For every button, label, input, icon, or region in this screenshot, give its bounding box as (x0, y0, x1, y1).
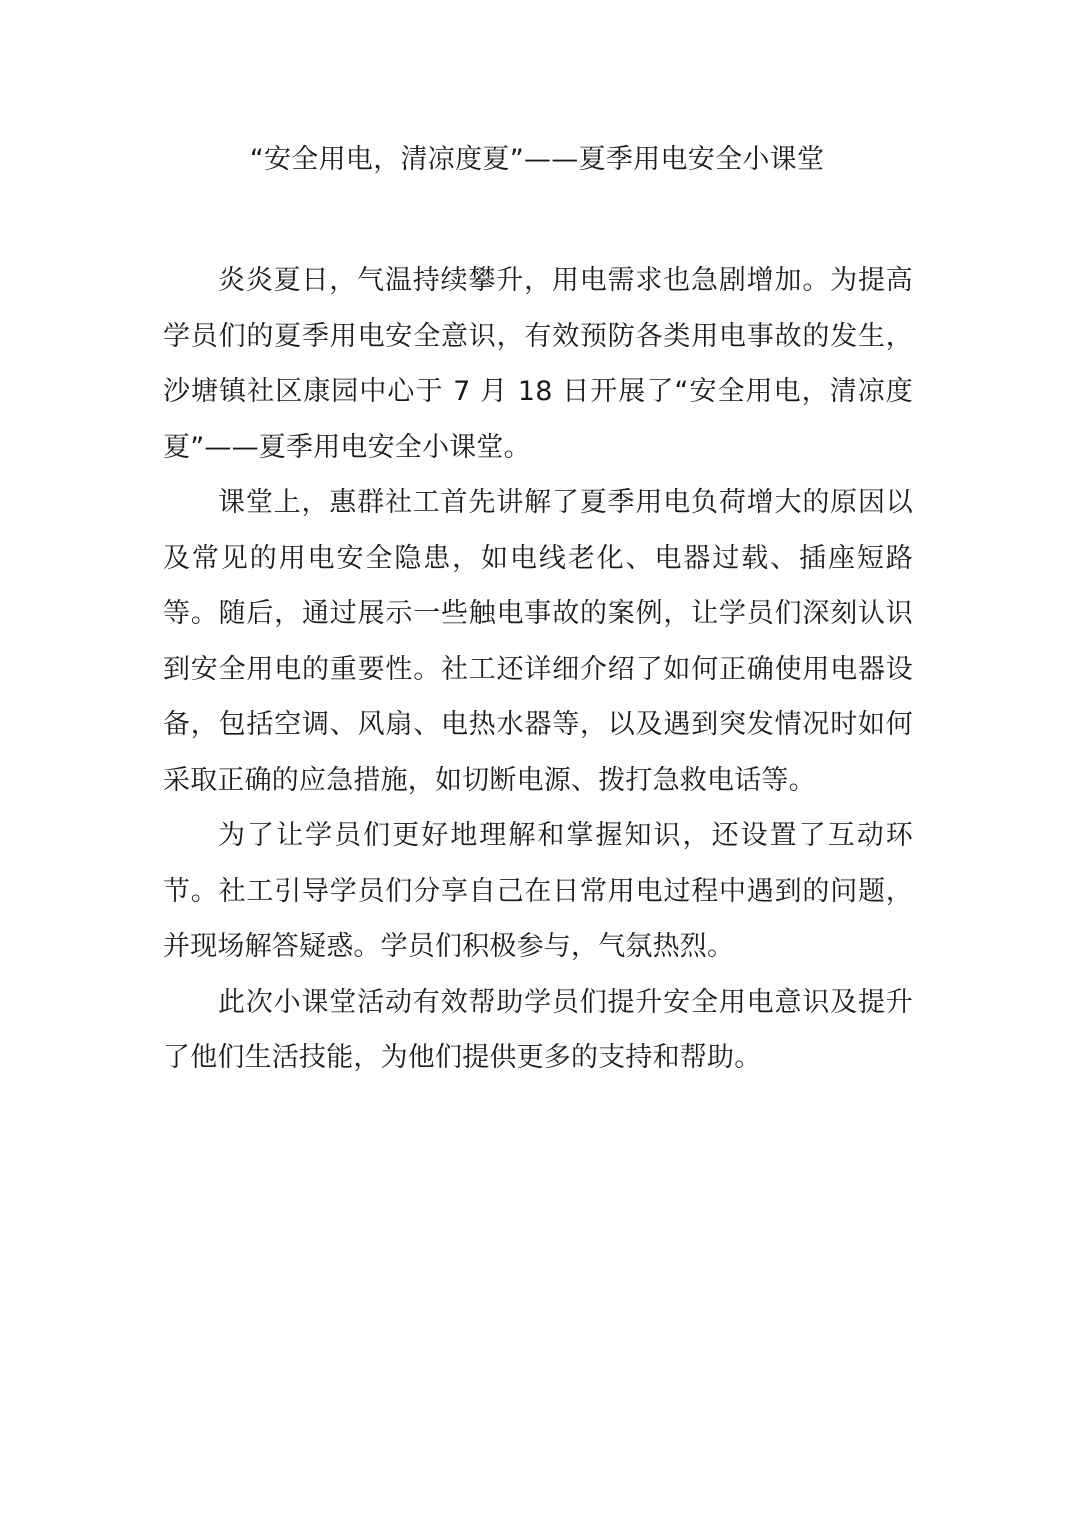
paragraph-intro: 炎炎夏日，气温持续攀升，用电需求也急剧增加。为提高学员们的夏季用电安全意识，有效预防各类用电事故的发生，沙塘镇社区康园中心于 7 月 18 日开展了“安全用电，清凉度夏”——夏季用电安全小课堂。 (163, 265, 913, 463)
paragraph-class-content: 课堂上，惠群社工首先讲解了夏季用电负荷增大的原因以及常见的用电安全隐患，如电线老化、电器过载、插座短路等。随后，通过展示一些触电事故的案例，让学员们深刻认识到安全用电的重要性。社工还详细介绍了如何正确使用电器设备，包括空调、风扇、电热水器等，以及遇到突发情况时如何采取正确的应急措施，如切断电源、拨打急救电话等。 (163, 487, 913, 796)
paragraph-interaction: 为了让学员们更好地理解和掌握知识，还设置了互动环节。社工引导学员们分享自己在日常用电过程中遇到的问题，并现场解答疑惑。学员们积极参与，气氛热烈。 (163, 820, 913, 962)
paragraph-summary: 此次小课堂活动有效帮助学员们提升安全用电意识及提升了他们生活技能，为他们提供更多的支持和帮助。 (163, 986, 913, 1073)
document-body (163, 253, 913, 1086)
document-title: “安全用电，清凉度夏”——夏季用电安全小课堂 (249, 144, 825, 175)
